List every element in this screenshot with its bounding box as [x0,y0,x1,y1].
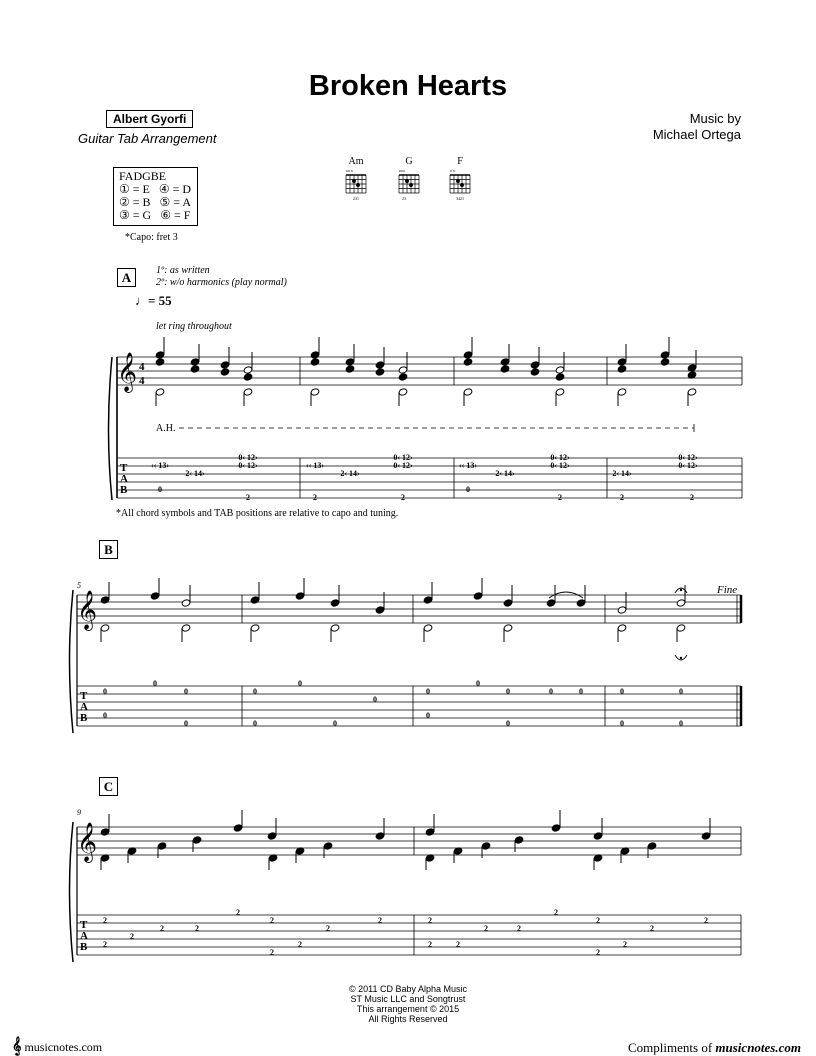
tab-fret-number: 2 [690,493,694,502]
notehead [701,832,711,840]
credit-line-2: Michael Ortega [652,127,741,142]
chord-diagram-top: xo o [346,168,353,173]
notehead [463,358,473,366]
tab-fret-number: ‹‹ 13› [459,461,477,470]
measure-number: 5 [77,581,81,590]
logo-mark-icon: 𝄞 [12,1038,22,1055]
tab-fret-number: 0 [373,695,377,704]
tab-clef-letter: A [120,473,128,485]
notehead [660,351,670,359]
tab-fret-number: 0‹ 12› [238,453,258,462]
notehead [220,361,230,369]
copyright-line: © 2011 CD Baby Alpha Music [348,984,468,994]
tab-fret-number: 0‹ 12› [393,461,413,470]
notehead [546,599,556,607]
tab-fret-number: 0 [153,679,157,688]
tuning-row: ③ = G ⑥ = F [119,208,191,222]
tab-fret-number: 2 [517,924,521,933]
notehead [660,358,670,366]
notehead [310,388,320,396]
tab-fret-number: 2 [103,916,107,925]
chord-diagram-fingers: 231 [353,196,359,201]
notehead [423,624,433,632]
compliments-line [628,1040,801,1056]
notehead [423,596,433,604]
notehead [330,599,340,607]
notehead [555,388,565,396]
copyright-line: ST Music LLC and Songtrust [350,994,466,1004]
quarter-note-icon: ♩ [135,293,148,308]
fermata-dot [680,657,682,659]
tuning-row: ② = B ⑤ = A [119,195,192,209]
tab-fret-number: 2‹ 14› [340,469,360,478]
notehead [345,365,355,373]
notehead [514,836,524,844]
notehead [617,624,627,632]
notehead [155,351,165,359]
tab-fret-number: 0 [184,719,188,728]
time-signature [139,361,145,387]
section-label-a: A [117,268,136,287]
notehead [530,361,540,369]
tab-fret-number: 2 [623,940,627,949]
tab-fret-number: 0 [253,719,257,728]
tab-fret-number: 2 [620,493,624,502]
artificial-harmonic-label: A.H. [156,423,176,434]
tab-fret-number: 2 [650,924,654,933]
notehead [375,832,385,840]
notehead [250,596,260,604]
arranger-name: Albert Gyorfi [106,110,193,128]
treble-clef-icon: 𝄞 [117,354,138,391]
notehead [617,388,627,396]
tempo-value: = 55 [148,293,172,308]
notehead [267,832,277,840]
notehead [500,358,510,366]
tab-fret-number: 2 [484,924,488,933]
notehead [617,365,627,373]
tab-fret-number: 2 [554,908,558,917]
tab-fret-number: 0 [253,687,257,696]
tab-clef-letter: T [80,919,88,931]
copyright-line: All Rights Reserved [368,1014,448,1024]
notehead [150,592,160,600]
notehead [463,351,473,359]
tab-fret-number: 0 [333,719,337,728]
system-brace [70,822,74,962]
notehead [155,388,165,396]
tab-fret-number: 2 [428,916,432,925]
tab-fret-number: 0 [476,679,480,688]
tab-clef-letter: T [80,690,88,702]
treble-clef-icon: 𝄞 [77,592,98,629]
tab-clef-letter: A [80,701,88,713]
notehead [100,596,110,604]
section-a-note-2: 2º: w/o harmonics (play normal) [156,277,287,288]
tab-fret-number: 2 [428,940,432,949]
song-title: Broken Hearts [308,70,508,102]
musicnotes-logo [12,1038,102,1056]
tab-fret-number: 2 [298,940,302,949]
notehead [593,832,603,840]
chord-diagram-name: Am [348,156,364,167]
tab-clef-letter: T [120,462,128,474]
system-brace [109,357,113,500]
logo-text: musicnotes.com [24,1040,103,1054]
tab-fret-number: 2 [326,924,330,933]
tab-fret-number: 2 [313,493,317,502]
notehead [233,824,243,832]
tab-fret-number: 0 [506,719,510,728]
tab-fret-number: 2 [596,916,600,925]
notehead [530,368,540,376]
tab-fret-number: 2‹ 14› [612,469,632,478]
capo-note: *Capo: fret 3 [125,232,178,243]
notehead [687,388,697,396]
system-brace [70,590,74,733]
notehead [243,373,253,381]
chord-diagram-name: G [405,156,413,167]
notehead [192,836,202,844]
tab-fret-number: 0 [549,687,553,696]
notehead [481,842,491,850]
notehead [190,358,200,366]
notehead [503,599,513,607]
tab-clef [80,690,88,724]
tab-clef-letter: B [80,712,88,724]
tab-fret-number: 0 [103,711,107,720]
notehead [398,388,408,396]
tab-fret-number: 2 [378,916,382,925]
tab-fret-number: 0 [679,719,683,728]
notehead [375,361,385,369]
tab-fret-number: 0 [679,687,683,696]
tab-fret-number: 0 [506,687,510,696]
tab-fret-number: 0 [426,711,430,720]
notehead [190,365,200,373]
credit-line-1: Music by [689,111,741,126]
tab-fret-number: 2 [236,908,240,917]
notehead [375,368,385,376]
tab-fret-number: 0‹ 12› [393,453,413,462]
notehead [576,599,586,607]
tab-fret-number: 0‹ 12› [550,461,570,470]
notehead [181,599,191,607]
arrangement-type: Guitar Tab Arrangement [78,131,217,146]
notehead [676,624,686,632]
measure-number: 9 [77,808,81,817]
notehead [100,828,110,836]
notehead [157,842,167,850]
chord-diagram-top: ooo [399,168,405,173]
notehead [463,388,473,396]
notehead [375,606,385,614]
chord-diagram-top: o x [450,168,455,173]
notehead [181,624,191,632]
time-sig-top: 4 [139,361,145,373]
tab-fret-number: 2 [270,948,274,957]
notehead [555,366,565,374]
fermata-dot [680,589,682,591]
notehead [295,592,305,600]
notehead [398,366,408,374]
tab-fret-number: 0 [298,679,302,688]
section-label-c: C [99,777,118,796]
notehead [323,842,333,850]
copyright-notice [0,984,816,1024]
tab-fret-number: 2 [103,940,107,949]
notehead [617,358,627,366]
tab-fret-number: 0‹ 12› [678,461,698,470]
tab-fret-number: 2 [130,932,134,941]
fine-marking: Fine [717,584,738,596]
tab-clef-letter: A [80,930,88,942]
tab-fret-number: 0 [579,687,583,696]
tab-fret-number: 2 [558,493,562,502]
tab-fret-number: 2‹ 14› [495,469,515,478]
notehead [617,606,627,614]
tab-fret-number: 0 [620,719,624,728]
tab-fret-number: 0 [103,687,107,696]
tab-fret-number: 2 [456,940,460,949]
tab-clef [120,462,128,496]
notehead [398,373,408,381]
notehead [676,599,686,607]
tab-fret-number: 0‹ 12› [550,453,570,462]
tab-fret-number: 2‹ 14› [185,469,205,478]
tab-fret-number: 2 [596,948,600,957]
notehead [100,624,110,632]
tab-fret-number: 0‹ 12› [678,453,698,462]
tab-fret-number: 0‹ 12› [238,461,258,470]
tab-fret-number: 2 [704,916,708,925]
tab-fret-number: 2 [195,924,199,933]
tab-fret-number: 0 [426,687,430,696]
tab-fret-number: 2 [160,924,164,933]
time-sig-bottom: 4 [139,375,145,387]
notehead [345,358,355,366]
chord-diagram-fingers: 3421 [456,196,464,201]
notehead [551,824,561,832]
chord-diagram-fingers: 23 [402,196,406,201]
tuning-row: ① = E ④ = D [119,182,192,196]
notehead [473,592,483,600]
tab-fret-number: 2 [246,493,250,502]
compliments-site: musicnotes.com [715,1040,801,1055]
tab-clef [80,919,88,953]
tab-fret-number: 2 [270,916,274,925]
notehead [500,365,510,373]
tab-fret-number: 0 [184,687,188,696]
copyright-line: This arrangement © 2015 [356,1004,460,1014]
notehead [243,366,253,374]
notehead [310,351,320,359]
tab-clef-letter: B [80,941,88,953]
footnote: *All chord symbols and TAB positions are relative to capo and tuning. [116,508,399,519]
chord-diagram-name: F [457,156,463,167]
notehead [647,842,657,850]
section-label-b: B [99,540,118,559]
notehead [330,624,340,632]
section-a-note-1: 1º: as written [156,265,210,276]
notehead [220,368,230,376]
let-ring-instruction: let ring throughout [156,321,232,332]
tab-clef-letter: B [120,484,128,496]
notehead [555,373,565,381]
tab-fret-number: 0 [158,485,162,494]
tab-fret-number: 2 [401,493,405,502]
tab-fret-number: ‹‹ 13› [306,461,324,470]
notehead [310,358,320,366]
tab-fret-number: 0 [466,485,470,494]
treble-clef-icon: 𝄞 [77,824,98,861]
tuning-heading: FADGBE [119,169,167,183]
tab-fret-number: ‹‹ 13› [151,461,169,470]
notehead [243,388,253,396]
notehead [155,358,165,366]
notehead [503,624,513,632]
tab-fret-number: 0 [620,687,624,696]
notehead [425,828,435,836]
compliments-text: Compliments of [628,1040,713,1055]
notehead [250,624,260,632]
